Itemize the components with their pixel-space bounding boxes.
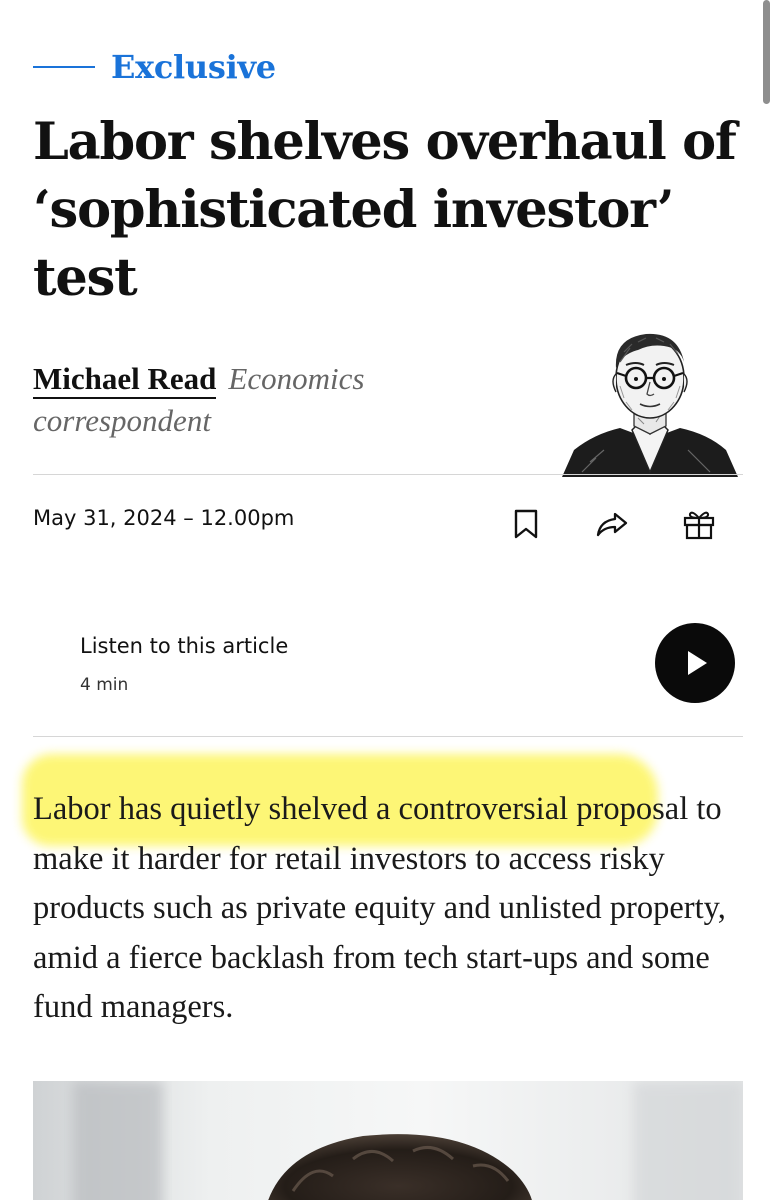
play-audio-button[interactable] [655, 623, 735, 703]
author-role: Economics correspondent [33, 361, 365, 438]
byline-divider [33, 474, 743, 475]
byline [33, 358, 463, 442]
listen-duration: 4 min [80, 675, 129, 695]
publish-date: May 31, 2024 – 12.00pm [33, 506, 295, 530]
bookmark-button[interactable] [504, 502, 548, 546]
listen-label: Listen to this article [80, 634, 289, 658]
scrollbar[interactable] [763, 0, 770, 104]
article-headline: Labor shelves overhaul of ‘sophisticated investor’ test [33, 112, 736, 308]
author-name-link[interactable]: Michael Read [33, 361, 216, 399]
gift-article-button[interactable] [677, 502, 721, 546]
bookmark-icon [512, 508, 540, 540]
kicker [33, 48, 276, 86]
play-icon [678, 646, 712, 680]
share-icon [595, 509, 629, 539]
hero-photo[interactable] [33, 1081, 743, 1200]
gift-icon [682, 507, 716, 541]
kicker-label: Exclusive [111, 48, 276, 86]
share-button[interactable] [590, 502, 634, 546]
author-portrait [560, 322, 740, 477]
audio-divider [33, 736, 743, 737]
kicker-rule [33, 66, 95, 68]
article-lede: Labor has quietly shelved a controversial proposal to make it harder for retail investors to access risky products such as private equity and unlisted property, amid a fierce backlash from tech start-ups and some fund managers. [33, 791, 726, 1025]
